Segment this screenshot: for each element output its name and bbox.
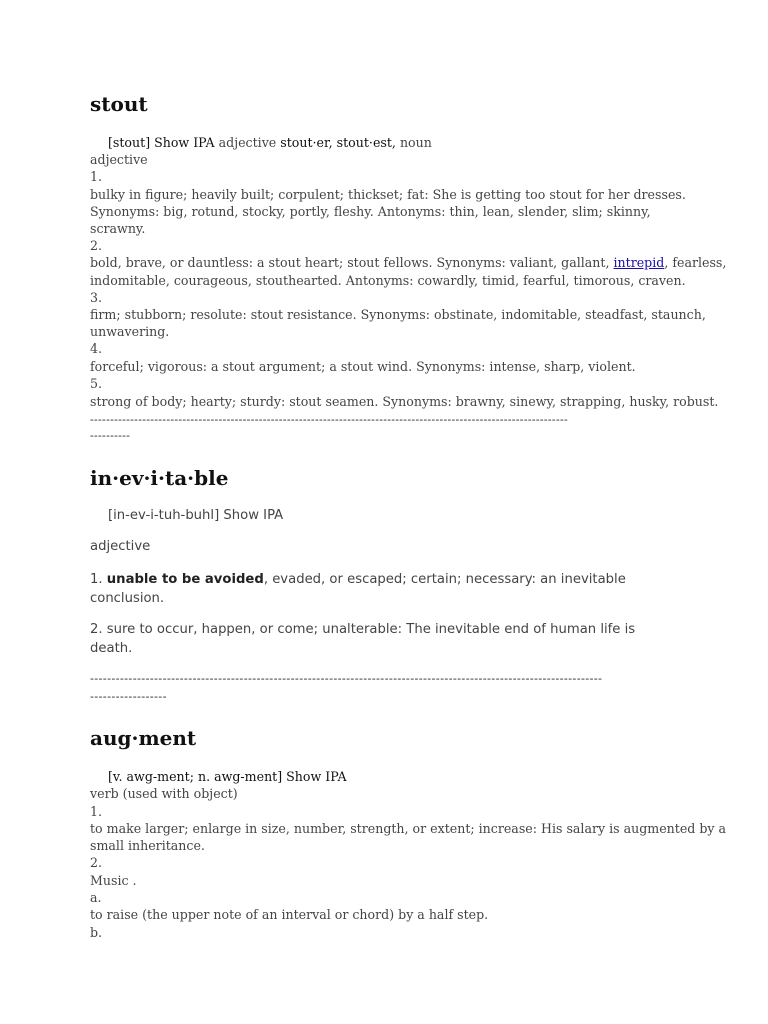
- sense-text-part: bold, brave, or dauntless: a stout heart; stout fellows. Synonyms: valiant, gallant,: [90, 255, 610, 271]
- pos-label: adjective: [90, 539, 151, 554]
- sense-text: conclusion.: [90, 591, 165, 606]
- sense-number: 1.: [90, 803, 103, 819]
- divider: ------------------: [90, 690, 167, 703]
- subsense-letter: b.: [90, 924, 103, 940]
- pronunciation: [stout] Show IPA: [108, 135, 215, 150]
- sense: [90, 570, 678, 608]
- other-pos: noun: [399, 135, 432, 150]
- sense-text: bulky in figure; heavily built; corpulent; thickset; fat: She is getting too stout for her dresses.: [90, 186, 686, 202]
- pos-label: verb (used with object): [90, 786, 238, 802]
- sense-text-part: , fearless,: [664, 255, 727, 271]
- entry-augment-body: [90, 768, 727, 941]
- sense-text: unwavering.: [90, 324, 170, 340]
- sense-text: sure to occur, happen, or come; unalterable: The inevitable end of human life is: [106, 622, 636, 637]
- sense-text: strong of body; hearty; sturdy: stout seamen. Synonyms: brawny, sinewy, strapping, husky, robust.: [90, 394, 719, 410]
- sense-text: scrawny.: [90, 221, 146, 237]
- pos-label: adjective: [90, 152, 148, 168]
- sense-number: 2.: [90, 855, 103, 871]
- sense-number: 3.: [90, 289, 103, 305]
- pos: adjective: [218, 135, 277, 150]
- headword-augment: aug·ment: [90, 726, 197, 750]
- sense-text: firm; stubborn; resolute: stout resistance. Synonyms: obstinate, indomitable, steadfast, staunch,: [90, 307, 706, 323]
- sense-text: Synonyms: big, rotund, stocky, portly, fleshy. Antonyms: thin, lean, slender, slim; skinny,: [90, 203, 651, 219]
- pronunciation: [v. awg-ment; n. awg-ment] Show IPA: [108, 769, 347, 784]
- entry-stout-body: [90, 134, 727, 444]
- pronunciation: [in-ev-i-tuh-buhl] Show IPA: [108, 508, 284, 523]
- sense-text: to raise (the upper note of an interval or chord) by a half step.: [90, 907, 489, 923]
- sense-number: 5.: [90, 375, 103, 391]
- intrepid-link[interactable]: intrepid: [613, 255, 665, 271]
- divider: -----------------------------------------------------------------------------------------------------------------------: [90, 413, 568, 427]
- divider-block: [90, 671, 678, 705]
- sense-number: 1.: [90, 169, 103, 185]
- field-label: Music .: [90, 872, 137, 888]
- pronunciation-line: [90, 134, 678, 151]
- sense-text: death.: [90, 641, 133, 656]
- subsense-letter: a.: [90, 890, 102, 906]
- sense-text: forceful; vigorous: a stout argument; a stout wind. Synonyms: intense, sharp, violent.: [90, 358, 636, 374]
- sense-text: [90, 254, 727, 271]
- sense-number: 2.: [90, 238, 103, 254]
- divider: ----------: [90, 429, 131, 443]
- sense-number: 4.: [90, 341, 103, 357]
- sense-bold: unable to be avoided: [106, 572, 264, 587]
- divider: ------------------------------------------------------------------------------------------------------------------------: [90, 672, 603, 685]
- inflected-forms: stout·er, stout·est,: [280, 135, 396, 150]
- sense-text: small inheritance.: [90, 838, 205, 854]
- sense: [90, 620, 678, 658]
- headword-stout: stout: [90, 92, 148, 116]
- sense-text: indomitable, courageous, stouthearted. Antonyms: cowardly, timid, fearful, timorous, craven.: [90, 272, 686, 288]
- sense-number: 2.: [90, 622, 103, 637]
- sense-text: , evaded, or escaped; certain; necessary: an inevitable: [263, 572, 626, 587]
- sense-number: 1.: [90, 572, 103, 587]
- sense-text: to make larger; enlarge in size, number, strength, or extent; increase: His salary is augmented by a: [90, 820, 727, 836]
- headword-inevitable: in·ev·i·ta·ble: [90, 466, 229, 490]
